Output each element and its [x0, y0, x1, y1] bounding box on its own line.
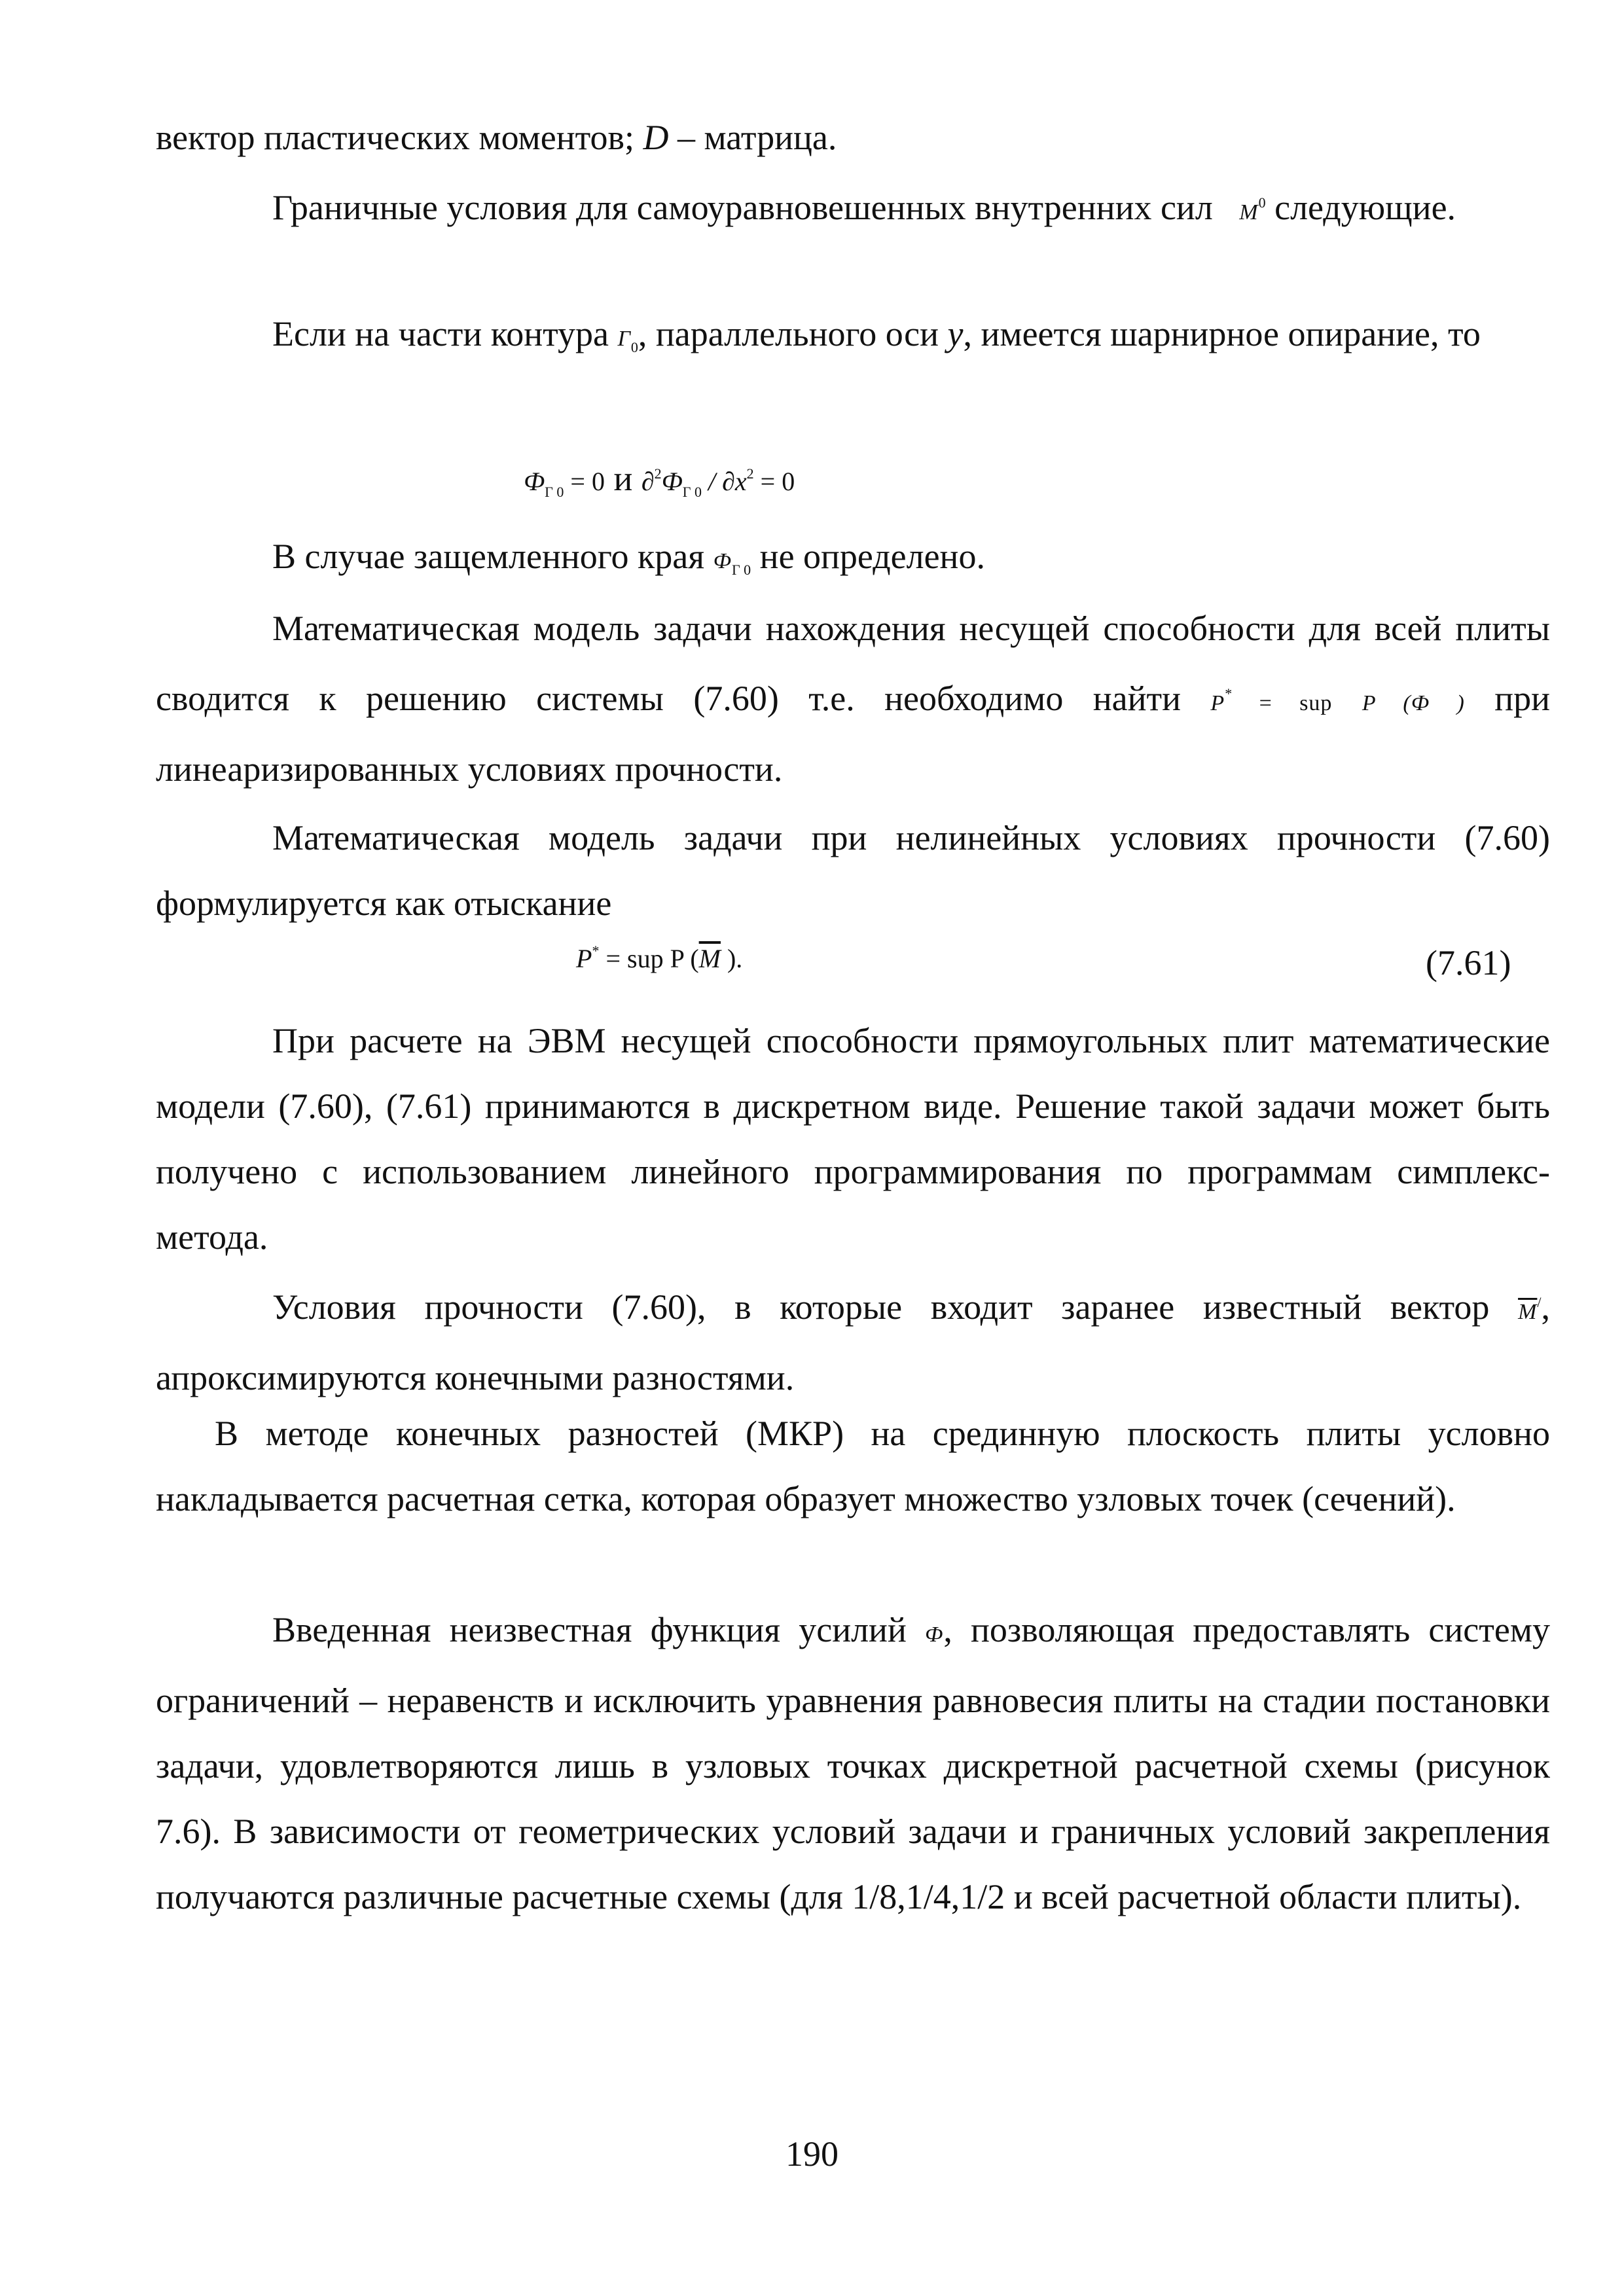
paragraph-8 — [156, 1270, 1550, 1410]
formula-part: ∂ — [641, 467, 655, 496]
formula-7-61 — [576, 942, 742, 974]
paragraph-9 — [156, 1401, 1550, 1532]
formula-part: ). — [720, 944, 743, 973]
formula-part: Ф — [524, 467, 545, 496]
paragraph-6 — [156, 805, 1550, 936]
text-run: следующие. — [1274, 188, 1456, 227]
superscript: * — [1225, 685, 1233, 702]
symbol-D: D — [643, 118, 669, 157]
paragraph-1 — [156, 105, 1550, 170]
formula-part: * — [592, 942, 600, 959]
symbol-phi: Ф — [925, 1623, 944, 1647]
text-run: Граничные условия для самоуравновешенных внутренних сил — [272, 188, 1213, 227]
text-run: Математическая модель задачи при нелинейных условиях прочности (7.60) формулируется как отыскание — [156, 818, 1550, 923]
formula-part: Ф — [661, 467, 683, 496]
symbol-M: M — [1239, 200, 1259, 224]
symbol-gamma: Г — [617, 327, 631, 351]
symbol-phi: Ф — [713, 549, 732, 573]
superscript: / — [1537, 1294, 1542, 1310]
superscript: 0 — [1258, 194, 1266, 211]
text-run: , апроксимируются конечными разностями. — [156, 1287, 1551, 1397]
formula-part: P — [576, 944, 592, 973]
formula-part: Г 0 — [545, 484, 564, 500]
text-run: Введенная неизвестная функция усилий — [272, 1610, 907, 1649]
subscript: Г 0 — [731, 562, 751, 578]
text-run: – матрица. — [677, 118, 837, 157]
symbol-P: P — [1210, 691, 1225, 715]
formula-boundary — [524, 458, 795, 501]
paragraph-3 — [156, 301, 1550, 380]
text-run: , позволяющая предоставлять систему ограничений – неравенств и исключить уравнения равновесия плиты на стадии постановки задачи, удовлетворяются лишь в узловых точках дискретной расчетной схемы (рисунок 7.6). В зависимости от геометрических условий задачи и граничных условий закрепления получаются различные расчетные схемы (для 1/8,1/4,1/2 и всей расчетной области плиты). — [156, 1610, 1550, 1916]
formula-part: = sup P ( — [599, 944, 699, 973]
text-run: при линеаризированных условиях прочности. — [156, 679, 1550, 789]
formula-part: Г 0 — [682, 484, 702, 500]
page-number: 190 — [785, 2134, 839, 2174]
paragraph-4 — [156, 524, 1550, 603]
formula-part: $\overline{M}$ — [698, 944, 721, 973]
text-run: вектор пластических моментов; — [156, 118, 634, 157]
formula-part: 2 — [654, 465, 662, 482]
subscript: 0 — [630, 339, 638, 355]
symbol-M-vector: $\overline{M}$ — [1518, 1300, 1538, 1324]
formula-part: = 0 — [753, 467, 795, 496]
formula-part: / ∂x — [702, 467, 747, 496]
text-run: Математическая модель задачи нахождения несущей способности для всей плиты сводится к решению системы (7.60) т.е. необходимо найти — [156, 609, 1550, 718]
text-run: При расчете на ЭВМ несущей способности прямоугольных плит математические модели (7.60), (7.61) принимаются в дискретном виде. Решение такой задачи может быть получено с использованием линейного программирования по программам симплекс-метода. — [156, 1021, 1550, 1257]
equation-number: (7.61) — [1426, 943, 1511, 982]
symbol-y: y — [947, 314, 964, 353]
paragraph-5 — [156, 596, 1550, 802]
formula-part: 2 — [746, 465, 754, 482]
text-run: В случае защемленного края — [272, 537, 705, 576]
paragraph-7 — [156, 1008, 1550, 1270]
text-run: Условия прочности (7.60), в которые входит заранее известный вектор — [272, 1287, 1490, 1327]
symbol-P-phi: P (Ф ) — [1362, 691, 1465, 715]
text-run: В методе конечных разностей (МКР) на срединную плоскость плиты условно накладывается расчетная сетка, которая образует множество узловых точек (сечений). — [156, 1414, 1550, 1518]
sup-operator: = sup — [1232, 691, 1333, 715]
formula-part: и — [604, 459, 641, 498]
text-run: Если на части контура — [272, 314, 609, 353]
formula-part: = 0 — [564, 467, 605, 496]
text-run: , параллельного оси — [638, 314, 939, 353]
paragraph-2 — [156, 170, 1550, 245]
text-run: , имеется шарнирное опирание, то — [963, 314, 1481, 353]
text-run: не определено. — [759, 537, 985, 576]
paragraph-10 — [156, 1597, 1550, 1929]
